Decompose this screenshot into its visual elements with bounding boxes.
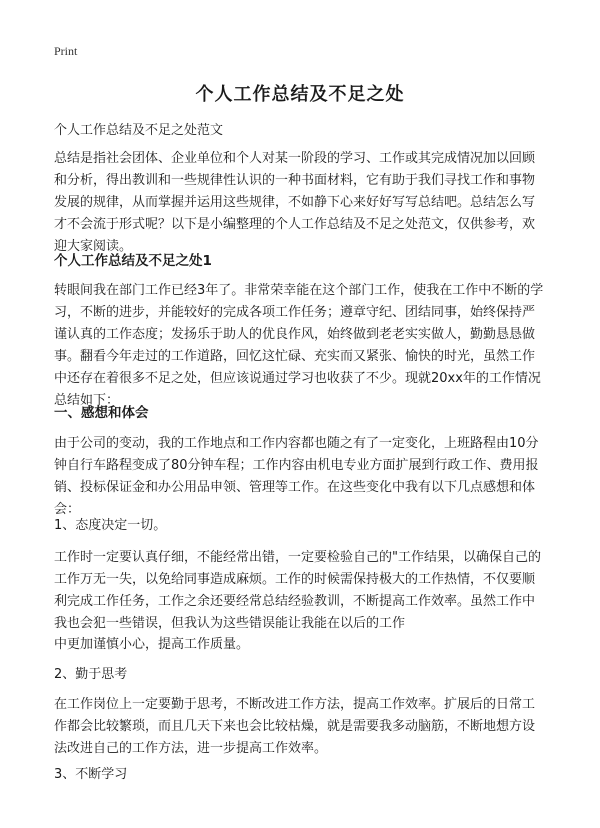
item2-heading: 2、勤于思考 <box>54 667 128 682</box>
feelings-paragraph: 由于公司的变动，我的工作地点和工作内容都也随之有了一定变化，上班路程由10分钟自行车路程变成了80分钟车程；工作内容由机电专业方面扩展到行政工作、费用报销、投标保证金和办公用品申领、管理等工作。在这些变化中我有以下几点感想和体会： <box>54 436 539 517</box>
item1-continuation: 中更加谨慎小心，提高工作质量。 <box>54 637 250 652</box>
print-label: Print <box>54 44 78 58</box>
section1-paragraph: 转眼间我在部门工作已经3年了。非常荣幸能在这个部门工作，使我在工作中不断的学习，不断的进步，并能较好的完成各项工作任务；遵章守纪、团结同事，始终保持严谨认真的工作态度；发扬乐于助人的优良作风，始终做到老老实实做人，勤勤恳恳做事。翻看今年走过的工作道路，回忆这忙碌、充实而又紧张、愉快的时光，虽然工作中还存在着很多不足之处，但应该说通过学习也收获了不少。现就20xx年的工作情况总结如下： <box>54 283 544 408</box>
section1-heading: 个人工作总结及不足之处1 <box>54 253 212 269</box>
item2-paragraph: 在工作岗位上一定要勤于思考，不断改进工作方法，提高工作效率。扩展后的日常工作都会比较繁琐，而且几天下来也会比较枯燥，就是需要我多动脑筋，不断地想方设法改进自己的工作方法，进一步提高工作效率。 <box>54 697 536 756</box>
intro-paragraph: 总结是指社会团体、企业单位和个人对某一阶段的学习、工作或其完成情况加以回顾和分析，得出教训和一些规律性认识的一种书面材料，它有助于我们寻找工作和事物发展的规律，从而掌握并运用这些规律，不如静下心来好好写写总结吧。总结怎么写才不会流于形式呢？以下是小编整理的个人工作总结及不足之处范文，仅供参考，欢迎大家阅读。 <box>54 151 536 254</box>
item1-paragraph: 工作时一定要认真仔细，不能经常出错，一定要检验自己的"工作结果，以确保自己的工作万无一失，以免给同事造成麻烦。工作的时候需保持极大的工作热情，不仅要顺利完成工作任务，工作之余还要经常总结经验教训，不断提高工作效率。虽然工作中我也会犯一些错误，但我认为这些错误能让我能在以后的工作 <box>54 550 541 631</box>
feelings-heading: 一、感想和体会 <box>54 405 149 421</box>
item3-heading: 3、不断学习 <box>54 767 128 782</box>
page-title: 个人工作总结及不足之处 <box>195 84 405 105</box>
item1-heading: 1、态度决定一切。 <box>54 518 167 533</box>
doc-subtitle: 个人工作总结及不足之处范文 <box>54 123 224 138</box>
